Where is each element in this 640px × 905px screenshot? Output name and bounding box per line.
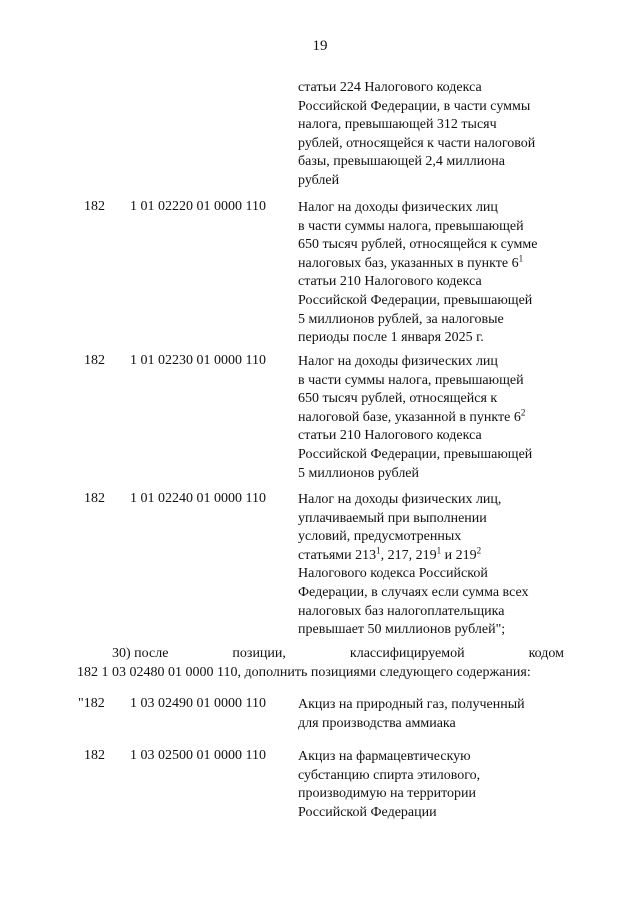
kbk-code: 1 01 02230 01 0000 110 [130,353,266,368]
description-line: налоговых баз налогоплательщика [298,603,505,619]
amendment-paragraph-line: 182 1 03 02480 01 0000 110, дополнить позициями следующего содержания: [77,665,531,680]
description-line: налога, превышающей 312 тысяч [298,117,497,133]
superscript: 2 [476,545,482,556]
superscript: 1 [436,545,442,556]
kbk-code: 1 03 02500 01 0000 110 [130,748,266,763]
description-line: Российской Федерации, в части суммы [298,98,531,114]
admin-code: 182 [84,353,105,368]
page-number: 19 [312,38,328,54]
description-line: Налогового кодекса Российской [298,566,488,582]
row-description [298,696,525,733]
description-line: Акциз на природный газ, полученный [298,697,525,712]
admin-code: 182 [84,491,105,506]
kbk-code: 1 01 02240 01 0000 110 [130,491,266,506]
row-description [298,199,537,348]
paragraph-word: позиции, [232,646,286,661]
description-line: налоговых баз, указанных в пункте $6^1$ [298,253,524,271]
description-line: статьи 210 Налогового кодекса [298,428,482,444]
description-line: Налог на доходы физических лиц [298,200,498,215]
description-line: налоговой базе, указанной в пункте $6^2$ [298,407,526,425]
description-line: 650 тысяч рублей, относящейся к [298,391,498,407]
description-line: 5 миллионов рублей [298,465,420,481]
paragraph-word: 30) после [112,646,169,661]
superscript: 1 [376,545,381,556]
description-line: рублей, относящейся к части налоговой [298,135,536,151]
description-line: превышает 50 миллионов рублей"; [298,622,506,638]
superscript: 1 [518,253,524,264]
admin-code: "182 [78,696,105,711]
row-description [298,353,532,483]
description-line: рублей [298,172,340,188]
description-line: базы, превышающей 2,4 миллиона [298,154,505,170]
description-line: 5 миллионов рублей, за налоговые [298,311,504,327]
description-line: Российской Федерации [298,804,437,820]
row-description [298,491,529,640]
row-description [298,748,480,822]
description-line: периоды после 1 января 2025 г. [298,330,484,346]
paragraph-word: кодом [528,646,564,661]
description-line: статьи 224 Налогового кодекса [298,80,482,95]
description-line: Акциз на фармацевтическую [298,749,471,764]
description-line: условий, предусмотренных [298,529,462,545]
description-line: Федерации, в случаях если сумма всех [298,584,529,600]
description-line: Российской Федерации, превышающей [298,446,533,462]
description-line: статьями $213^1$, 217, $219^1$ и $219^2$ [298,545,482,563]
kbk-code: 1 03 02490 01 0000 110 [130,696,266,711]
description-line: в части суммы налога, превышающей [298,372,524,388]
description-line: для производства аммиака [298,715,456,731]
amendment-paragraph-line [112,646,564,662]
description-line: статьи 210 Налогового кодекса [298,274,482,290]
description-line: Налог на доходы физических лиц, [298,492,502,507]
description-line: субстанцию спирта этилового, [298,767,481,783]
admin-code: 182 [84,748,105,763]
kbk-code: 1 01 02220 01 0000 110 [130,199,266,214]
description-line: 650 тысяч рублей, относящейся к сумме [298,237,538,253]
superscript: 2 [520,407,526,418]
description-line: в части суммы налога, превышающей [298,218,524,234]
description-line: Налог на доходы физических лиц [298,354,498,369]
continuation-description [298,79,535,191]
paragraph-word: классифицируемой [349,646,465,661]
description-line: Российской Федерации, превышающей [298,292,533,308]
description-line: уплачиваемый при выполнении [298,510,487,526]
admin-code: 182 [84,199,105,214]
description-line: производимую на территории [298,786,477,802]
